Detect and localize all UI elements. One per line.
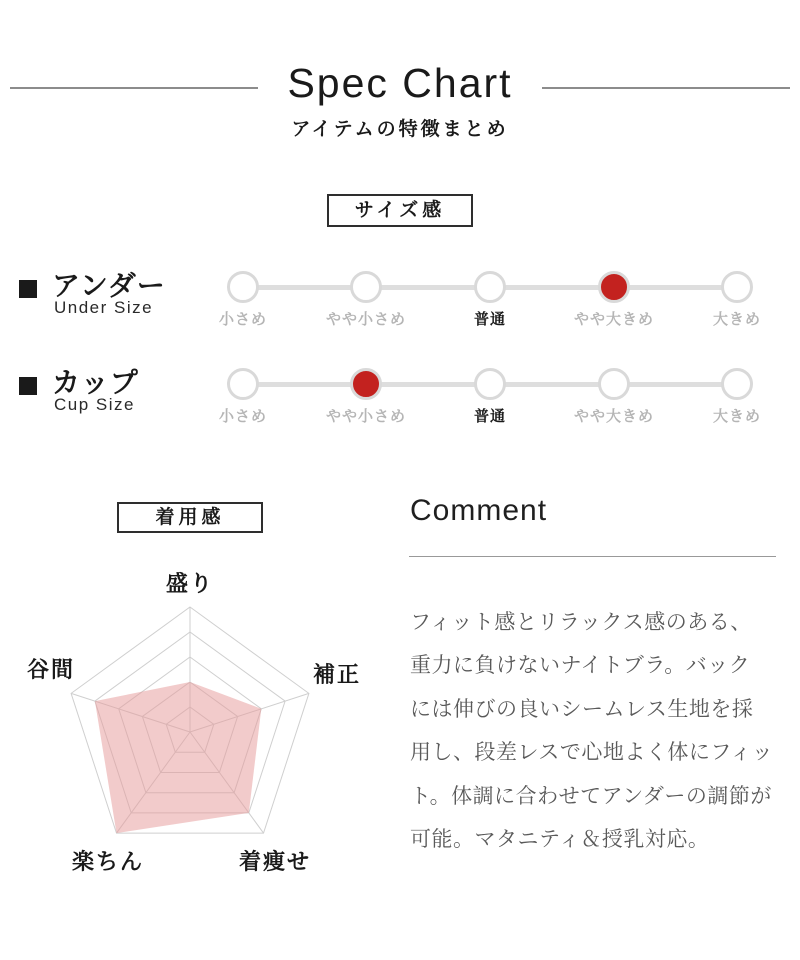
scale-dot-selected xyxy=(598,271,630,303)
comment-line: 重力に負けないナイトブラ。バック xyxy=(410,654,751,678)
row-title-jp: アンダー xyxy=(52,270,166,301)
scale-tick-label: 小さめ xyxy=(218,311,267,328)
scale-dot xyxy=(721,271,753,303)
radar-axis-label-top: 盛り xyxy=(165,571,214,596)
scale-row-cup xyxy=(0,349,800,449)
radar-chart xyxy=(20,550,365,890)
radar-axis-label-bottom-right: 着痩せ xyxy=(238,849,311,874)
scale-tick-label: 小さめ xyxy=(218,408,267,425)
radar-axis-label-right: 補正 xyxy=(313,662,362,687)
scale-dot xyxy=(227,368,259,400)
radar-axis-label-left: 谷間 xyxy=(27,657,76,682)
row-title-en: Cup Size xyxy=(54,395,135,414)
scale-tick-label: やや大きめ xyxy=(573,311,654,328)
comment-line: ト。体調に合わせてアンダーの調節が xyxy=(410,784,772,808)
scale-dot xyxy=(227,271,259,303)
square-bullet-icon xyxy=(19,377,37,395)
scale-tick-label: やや小さめ xyxy=(325,311,406,328)
scale-dot xyxy=(474,271,506,303)
scale-dot xyxy=(474,368,506,400)
page-subtitle: アイテムの特徴まとめ xyxy=(291,119,509,140)
scale-tick-label: やや小さめ xyxy=(325,408,406,425)
radar-axis-label-bottom-left: 楽ちん xyxy=(71,849,144,874)
page-title: Spec Chart xyxy=(287,60,513,106)
fit-section-label-box: 着用感 xyxy=(117,502,263,533)
scale-tick-label: 普通 xyxy=(473,408,506,425)
comment-line: フィット感とリラックス感のある、 xyxy=(410,611,752,634)
scale-dot-selected xyxy=(350,368,382,400)
scale-dot xyxy=(598,368,630,400)
scale-dot xyxy=(721,368,753,400)
radar-data-polygon xyxy=(95,682,261,833)
row-title-jp: カップ xyxy=(52,367,139,398)
scale-dot xyxy=(350,271,382,303)
comment-rule xyxy=(409,556,776,557)
scale-row-under xyxy=(0,252,800,352)
scale-tick-label: 普通 xyxy=(473,311,506,328)
scale-tick-label: 大きめ xyxy=(712,311,761,328)
row-title-en: Under Size xyxy=(54,298,154,317)
comment-line: 用し、段差レスで心地よく体にフィッ xyxy=(410,741,774,765)
comment-line: には伸びの良いシームレス生地を採 xyxy=(410,697,754,721)
square-bullet-icon xyxy=(19,280,37,298)
scale-tick-label: 大きめ xyxy=(712,408,761,425)
size-section-label-box: サイズ感 xyxy=(327,194,473,227)
comment-heading: Comment xyxy=(410,494,548,527)
comment-text xyxy=(410,601,795,861)
comment-line: 可能。マタニティ＆授乳対応。 xyxy=(410,827,710,851)
scale-tick-label: やや大きめ xyxy=(573,408,654,425)
